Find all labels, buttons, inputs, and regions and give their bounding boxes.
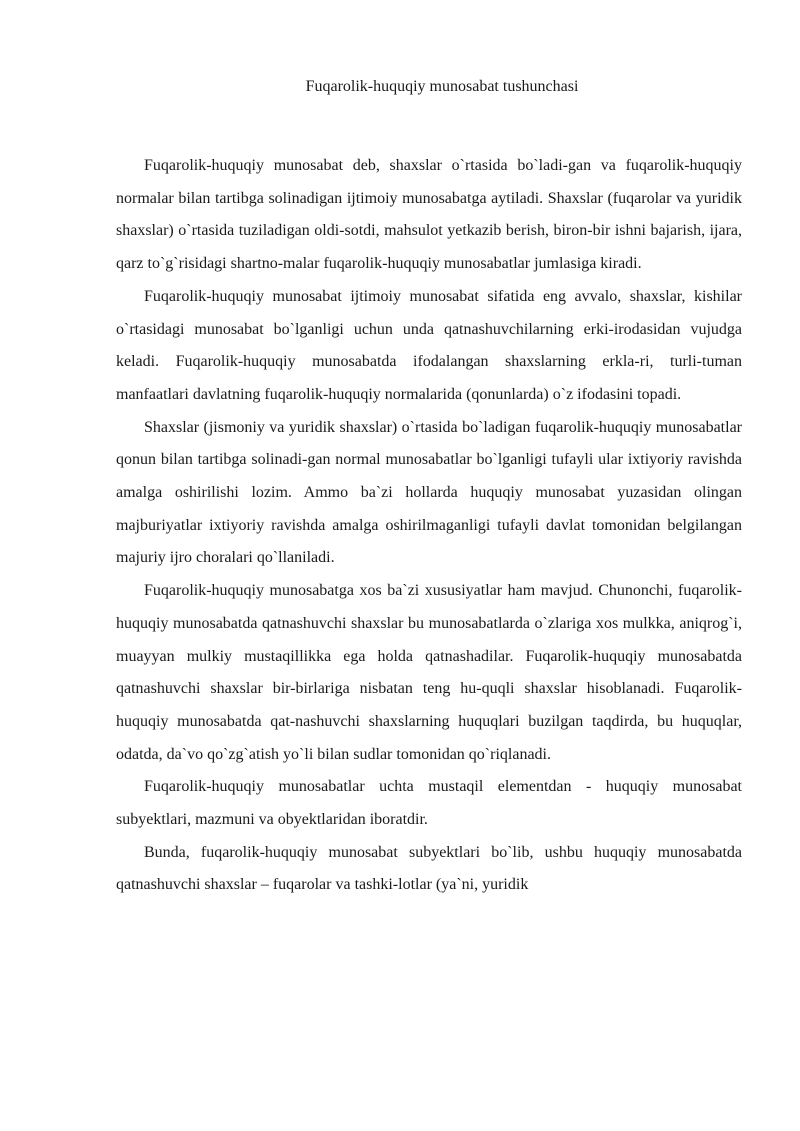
- document-title: Fuqarolik-huquqiy munosabat tushunchasi: [305, 78, 579, 95]
- paragraph: Shaxslar (jismoniy va yuridik shaxslar) o`rtasida bo`ladigan fuqarolik-huquqiy munosabatlar qonun bilan tartibga solinadi-gan normal munosabatlar bo`lganligi tufayli ular ixtiyoriy ravishda amalga oshirilishi lozim. Ammo ba`zi hollarda huquqiy munosabat yuzasidan olingan majburiyatlar ixtiyoriy ravishda amalga oshirilmaganligi tufayli davlat tomonidan belgilangan majuriy ijro choralari qo`llaniladi.: [116, 418, 742, 567]
- paragraph: Fuqarolik-huquqiy munosabat ijtimoiy munosabat sifatida eng avvalo, shaxslar, kishilar o`rtasidagi munosabat bo`lganligi uchun unda qatnashuvchilarning erki-irodasidan vujudga keladi. Fuqarolik-huquqiy munosabatda ifodalangan shaxslarning erkla-ri, turli-tuman manfaatlari davlatning fuqarolik-huquqiy normalarida (qonunlarda) o`z ifodasini topadi.: [116, 287, 742, 403]
- paragraph: Fuqarolik-huquqiy munosabatlar uchta mustaqil elementdan - huquqiy munosabat subyektlari, mazmuni va obyektlaridan iboratdir.: [116, 778, 742, 829]
- document-body: [116, 150, 742, 902]
- paragraph: Fuqarolik-huquqiy munosabat deb, shaxslar o`rtasida bo`ladi-gan va fuqarolik-huquqiy normalar bilan tartibga solinadigan ijtimoiy munosabatga aytiladi. Shaxslar (fuqarolar va yuridik shaxslar) o`rtasida tuziladigan oldi-sotdi, mahsulot yetkazib berish, biron-bir ishni bajarish, ijara, qarz to`g`risidagi shartno-malar fuqarolik-huquqiy munosabatlar jumlasiga kiradi.: [116, 157, 742, 273]
- paragraph: Bunda, fuqarolik-huquqiy munosabat subyektlari bo`lib, ushbu huquqiy munosabatda qatnashuvchi shaxslar – fuqarolar va tashki-lotlar (ya`ni, yuridik: [116, 843, 742, 894]
- paragraph: Fuqarolik-huquqiy munosabatga xos ba`zi xususiyatlar ham mavjud. Chunonchi, fuqarolik-huquqiy munosabatda qatnashuvchi shaxslar bu munosabatlarda o`zlariga xos mulkka, aniqrog`i, muayyan mulkiy mustaqillikka ega holda qatnashadilar. Fuqarolik-huquqiy munosabatda qatnashuvchi shaxslar bir-birlariga nisbatan teng hu-quqli shaxslar hisoblanadi. Fuqarolik-huquqiy munosabatda qat-nashuvchi shaxslarning huquqlari buzilgan taqdirda, bu huquqlar, odatda, da`vo qo`zg`atish yo`li bilan sudlar tomonidan qo`riqlanadi.: [116, 582, 742, 763]
